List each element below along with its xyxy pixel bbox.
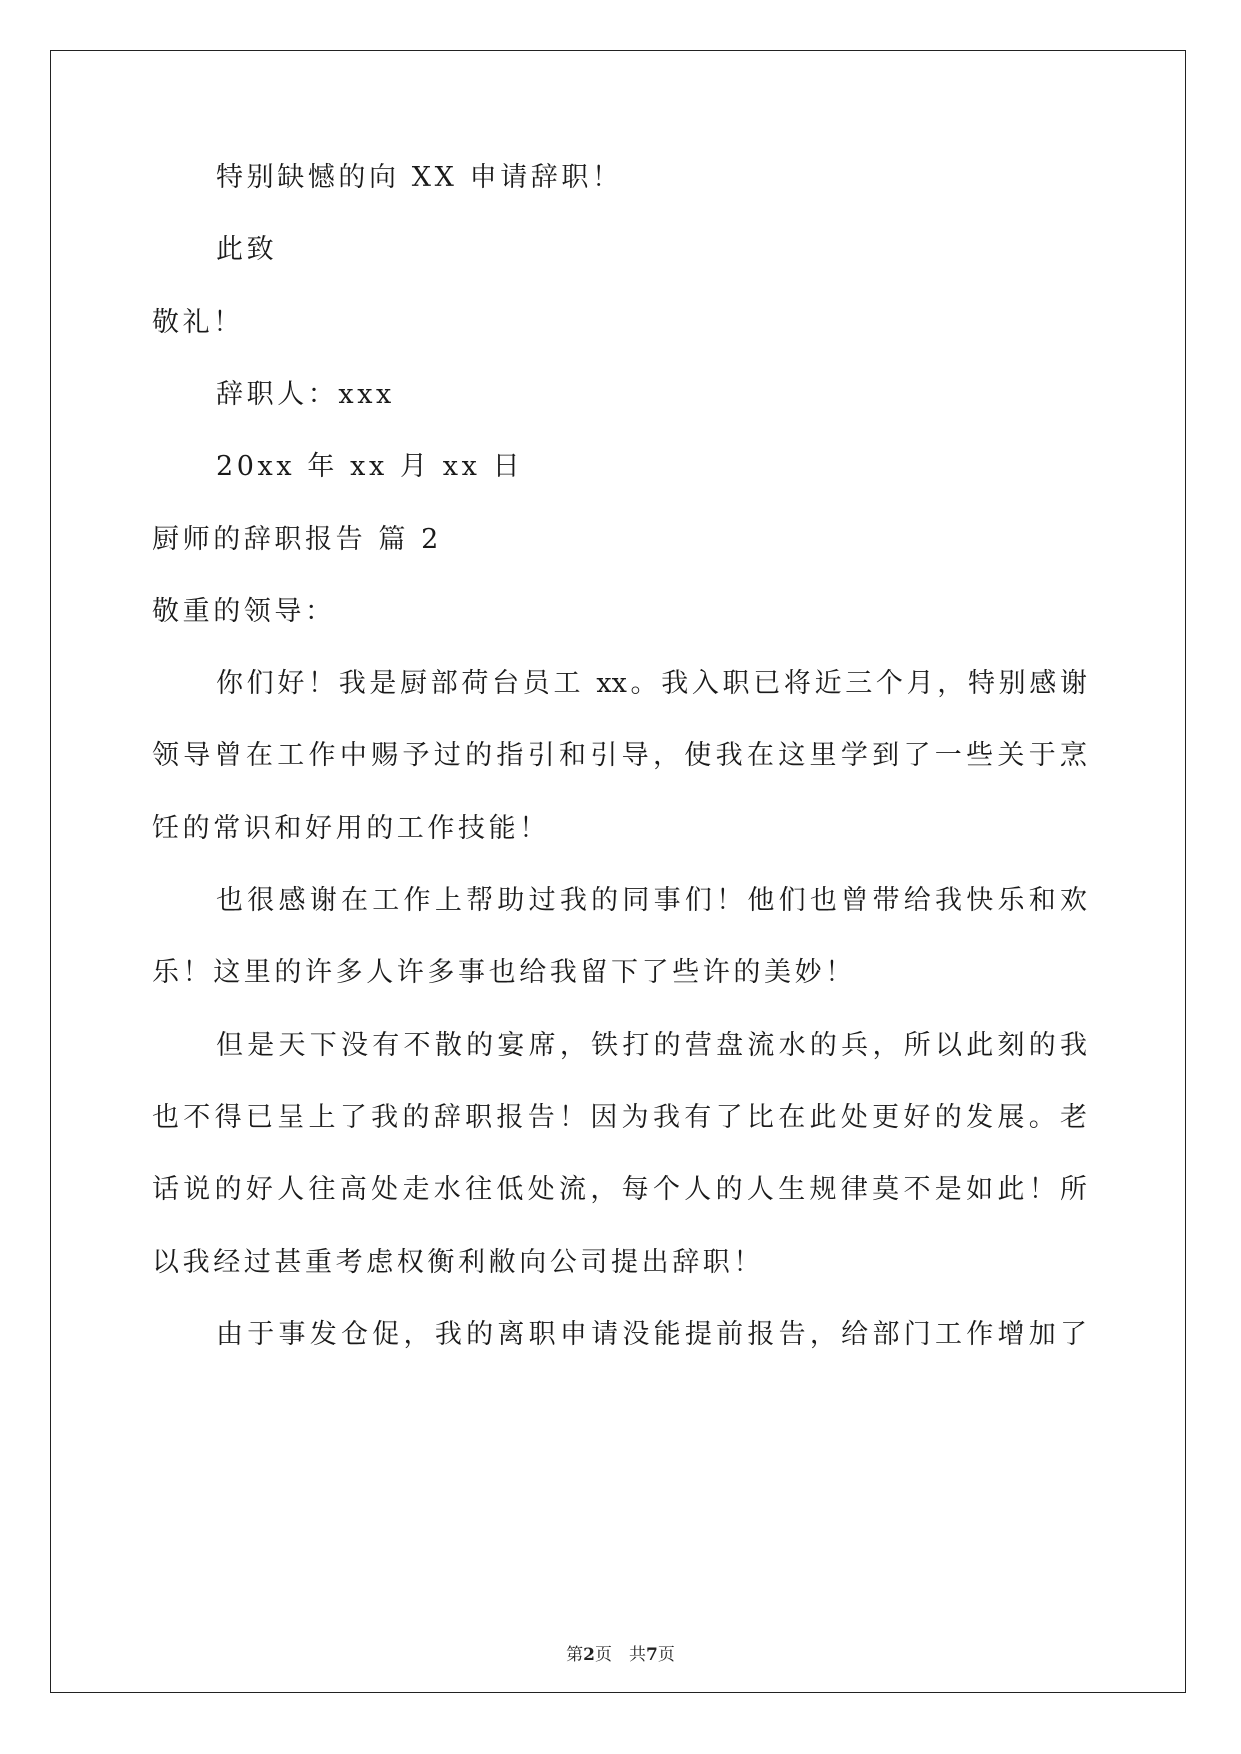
paragraph-line: 乐！这里的许多人许多事也给我留下了些许的美妙！ <box>152 957 856 988</box>
text-line: 敬礼！ <box>152 307 244 338</box>
paragraph-line: 也很感谢在工作上帮助过我的同事们！他们也曾带给我快乐和欢 <box>216 885 1087 916</box>
footer-prefix: 第 <box>566 1645 584 1665</box>
total-page-count: 7 <box>646 1645 658 1665</box>
footer-mid: 页 共 <box>595 1645 646 1665</box>
paragraph-line: 也不得已呈上了我的辞职报告！因为我有了比在此处更好的发展。老 <box>152 1102 1087 1133</box>
section-heading: 厨师的辞职报告 篇 2 <box>152 524 442 555</box>
text-line: 20xx 年 xx 月 xx 日 <box>216 451 524 482</box>
text-line: 此致 <box>216 234 278 265</box>
page-border <box>50 50 1186 1693</box>
paragraph-line: 但是天下没有不散的宴席，铁打的营盘流水的兵，所以此刻的我 <box>216 1030 1087 1061</box>
paragraph-line: 饪的常识和好用的工作技能！ <box>152 813 550 844</box>
current-page-number: 2 <box>583 1645 595 1665</box>
paragraph-line: 你们好！我是厨部荷台员工 xx。我入职已将近三个月，特别感谢 <box>216 668 1087 699</box>
salutation: 敬重的领导： <box>152 596 336 627</box>
paragraph-line: 由于事发仓促，我的离职申请没能提前报告，给部门工作增加了 <box>216 1319 1087 1350</box>
paragraph-line: 领导曾在工作中赐予过的指引和引导，使我在这里学到了一些关于烹 <box>152 740 1087 771</box>
text-line: 特别缺憾的向 XX 申请辞职！ <box>216 162 623 193</box>
page-footer <box>0 1640 1241 1665</box>
paragraph-line: 话说的好人往高处走水往低处流，每个人的人生规律莫不是如此！所 <box>152 1174 1087 1205</box>
text-line: 辞职人：xxx <box>216 379 395 410</box>
paragraph-line: 以我经过甚重考虑权衡利敝向公司提出辞职！ <box>152 1247 764 1278</box>
footer-suffix: 页 <box>657 1645 675 1665</box>
